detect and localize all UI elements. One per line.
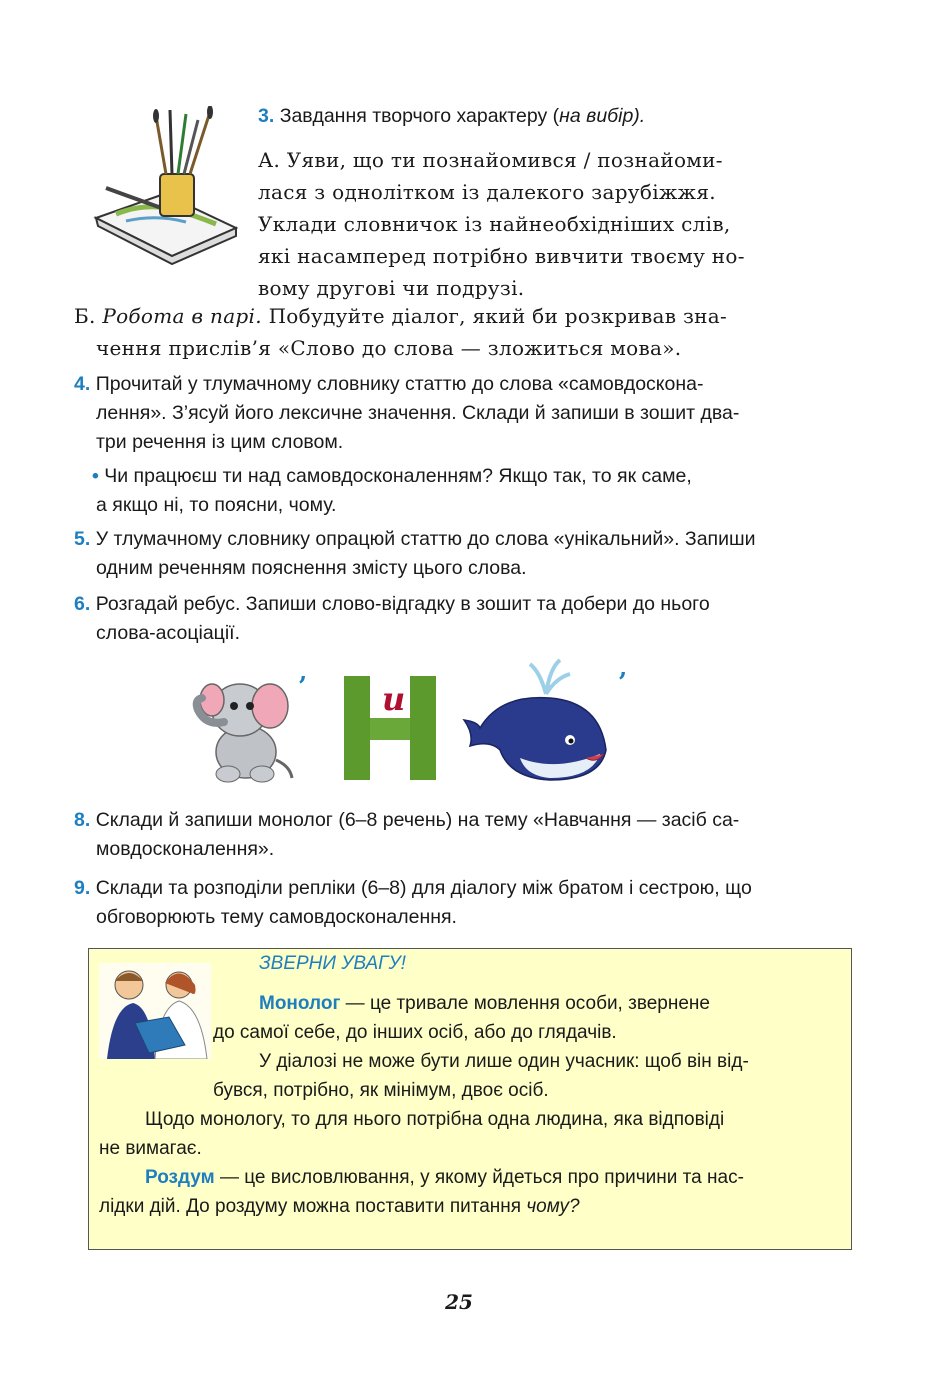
task-6 — [74, 590, 864, 648]
reading-kids-illustration — [99, 963, 211, 1059]
task-4 — [74, 370, 864, 457]
task-8-line: мовдосконалення». — [96, 838, 275, 860]
task-8-line: Склади й запиши монолог (6–8 речень) на тему «Навчання — засіб са- — [95, 809, 740, 831]
task-5-number: 5. — [74, 528, 91, 550]
task-3b-line: Побудуйте діалог, який би розкривав зна- — [268, 304, 728, 328]
task-3a-line: які насамперед потрібно вивчити твоєму но- — [258, 244, 745, 268]
rebus-comma-1: ’ — [298, 672, 308, 702]
art-supplies-illustration — [86, 106, 242, 266]
task-3a-line: вому другові чи подрузі. — [258, 276, 525, 300]
whale-illustration — [460, 654, 616, 786]
task-3a-line: лася з однолітком із далекого зарубіжжя. — [258, 180, 716, 204]
notice-text: У діалозі не може бути лише один учасник: щоб він від- — [259, 1051, 749, 1072]
task-5 — [74, 525, 864, 583]
term-monolog: Монолог — [259, 993, 341, 1014]
page-number: 25 — [445, 1290, 473, 1314]
task-5-line: У тлумачному словнику опрацюй статтю до слова «унікальний». Запиши — [95, 528, 756, 550]
notice-text: лідки дій. До роздуму можна поставити питання — [99, 1196, 527, 1217]
notice-rozdum-line — [145, 1163, 744, 1192]
task-4-number: 4. — [74, 373, 91, 395]
task-6-number: 6. — [74, 593, 91, 615]
notice-rozdum-line-2 — [99, 1192, 580, 1221]
task-4-bullet-line: Чи працюєш ти над самовдосконаленням? Якщо так, то як саме, — [104, 465, 692, 487]
task-3-text: Завдання творчого характеру ( — [279, 105, 560, 127]
task-8-number: 8. — [74, 809, 91, 831]
grass-letter-h — [344, 676, 436, 780]
task-6-line: слова-асоціації. — [96, 622, 241, 644]
task-3-choice: на вибір). — [559, 105, 646, 127]
task-9-line: Склади та розподіли репліки (6–8) для діалогу між братом і сестрою, що — [95, 877, 752, 899]
notice-text: не вимагає. — [99, 1138, 202, 1159]
notice-text: до самої себе, до інших осіб, або до глядачів. — [213, 1022, 617, 1043]
task-5-line: одним реченням пояснення змісту цього слова. — [96, 557, 527, 579]
task-3b-italic: Робота в парі. — [102, 304, 262, 328]
task-3-heading — [258, 102, 878, 131]
task-3b-prefix: Б. — [74, 304, 96, 328]
elephant-illustration — [184, 670, 300, 786]
task-4-line: Прочитай у тлумачному словнику статтю до слова «самовдоскона- — [95, 373, 704, 395]
task-4-bullet-line: а якщо ні, то поясни, чому. — [96, 494, 337, 516]
term-rozdum: Роздум — [145, 1167, 215, 1188]
task-4-bullet-question — [92, 462, 852, 520]
rebus-comma-2: ’ — [618, 668, 628, 698]
task-9-number: 9. — [74, 877, 91, 899]
notice-box — [88, 948, 852, 1250]
task-3-part-a — [258, 144, 838, 304]
task-3-part-b — [74, 300, 864, 364]
task-8 — [74, 806, 864, 864]
notice-text: бувся, потрібно, як мінімум, двоє осіб. — [213, 1080, 549, 1101]
question-word: чому? — [526, 1196, 580, 1217]
task-4-line: лення». З’ясуй його лексичне значення. Склади й запиши в зошит два- — [96, 402, 740, 424]
task-3b-line: чення прислів’я «Слово до слова — зложиться мова». — [96, 336, 682, 360]
notice-text: — це тривале мовлення особи, звернене — [340, 993, 710, 1014]
task-3a-line: А. Уяви, що ти познайомився / познайоми- — [258, 148, 723, 172]
rebus-letter-u: и — [382, 680, 406, 718]
notice-text: Щодо монологу, то для нього потрібна одна людина, яка відповіді — [145, 1109, 725, 1130]
notice-text: — це висловлювання, у якому йдеться про причини та нас- — [214, 1167, 744, 1188]
notice-title: ЗВЕРНИ УВАГУ! — [259, 953, 406, 974]
task-9-line: обговорюють тему самовдосконалення. — [96, 906, 457, 928]
task-3a-line: Уклади словничок із найнеобхідніших слів, — [258, 212, 731, 236]
task-6-line: Розгадай ребус. Запиши слово-відгадку в зошит та добери до нього — [95, 593, 710, 615]
task-4-line: три речення із цим словом. — [96, 431, 344, 453]
task-3-number: 3. — [258, 105, 275, 127]
task-9 — [74, 874, 864, 932]
bullet-marker: • — [92, 465, 99, 487]
notice-monolog-line — [259, 989, 710, 1018]
